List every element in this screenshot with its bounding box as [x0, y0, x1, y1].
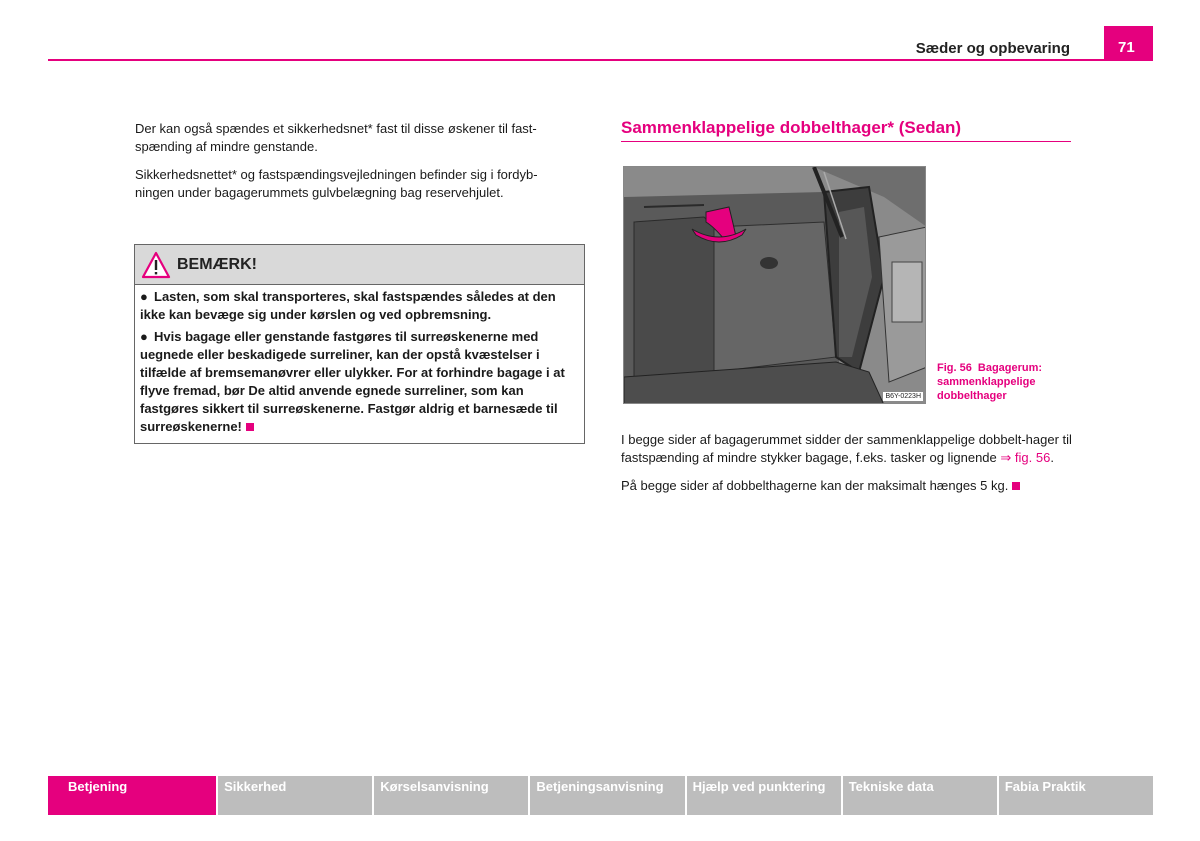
figure-caption-text: Bagagerum: sammenklappelige dobbelthager [937, 362, 1043, 402]
tab-betjening[interactable]: Betjening [48, 776, 216, 815]
right-text [621, 431, 1076, 505]
warning-title: BEMÆRK! [177, 255, 257, 273]
figure-trunk-image [623, 166, 926, 404]
end-square-icon [1012, 482, 1020, 490]
warning-triangle-icon [141, 251, 171, 279]
tab-tekniske-data[interactable]: Tekniske data [843, 776, 997, 815]
paragraph: I begge sider af bagagerummet sidder der sammenklappelige dobbelt-hager til fastspænding af mindre stykker bagage, f.eks. tasker og lignende ⇒ fig. 56. [621, 432, 1072, 465]
warning-body [135, 285, 584, 443]
section-title: Sammenklappelige dobbelthager* (Sedan) [621, 118, 962, 137]
figure-reference-link[interactable]: ⇒ fig. 56 [1000, 450, 1051, 465]
left-column [135, 120, 575, 212]
warning-box [134, 244, 585, 444]
bullet-icon: ● [140, 329, 148, 344]
header-rule [48, 59, 1153, 61]
warning-item: ● Hvis bagage eller genstande fastgøres til surreøskenerne med uegnede eller beskadigede surreliner, kan der opstå kvæstelser i tilfælde af bremsemanøvrer eller ulykker. For at forhindre bagage i at flyve fremad, bør De altid anvende egnede surreliner, som kan fastgøres sikkert til surreøskenerne. Fastgør aldrig et barnesæde til surreøskenerne! [140, 329, 565, 434]
tab-sikkerhed[interactable]: Sikkerhed [218, 776, 372, 815]
warning-item: ● Lasten, som skal transporteres, skal fastspændes således at den ikke kan bevæge sig under kørslen og ved opbremsning. [140, 289, 556, 322]
figure-code-label: B6Y-0223H [885, 393, 921, 400]
tab-betjeningsanvisning[interactable]: Betjeningsanvisning [530, 776, 684, 815]
page-number: 71 [1104, 26, 1153, 61]
bullet-icon: ● [140, 289, 148, 304]
figure-caption-label: Fig. 56 [937, 362, 972, 374]
tab-hjaelp-ved-punktering[interactable]: Hjælp ved punktering [687, 776, 841, 815]
figure-caption [937, 361, 1077, 403]
paragraph: Sikkerhedsnettet* og fastspændingsvejledningen befinder sig i fordyb-ningen under bagagerummets gulvbelægning bag reservehjulet. [135, 167, 538, 200]
tab-fabia-praktik[interactable]: Fabia Praktik [999, 776, 1153, 815]
page-header-title: Sæder og opbevaring [915, 40, 1070, 57]
trunk-illustration [624, 167, 926, 404]
warning-header [135, 245, 584, 285]
footer-nav [48, 776, 1153, 815]
end-square-icon [246, 423, 254, 431]
tab-korselsanvisning[interactable]: Kørselsanvisning [374, 776, 528, 815]
paragraph: Der kan også spændes et sikkerhedsnet* fast til disse øskener til fast-spænding af mindre genstande. [135, 121, 537, 154]
section-rule [621, 141, 1071, 142]
paragraph: På begge sider af dobbelthagerne kan der maksimalt hænges 5 kg. [621, 477, 1076, 495]
